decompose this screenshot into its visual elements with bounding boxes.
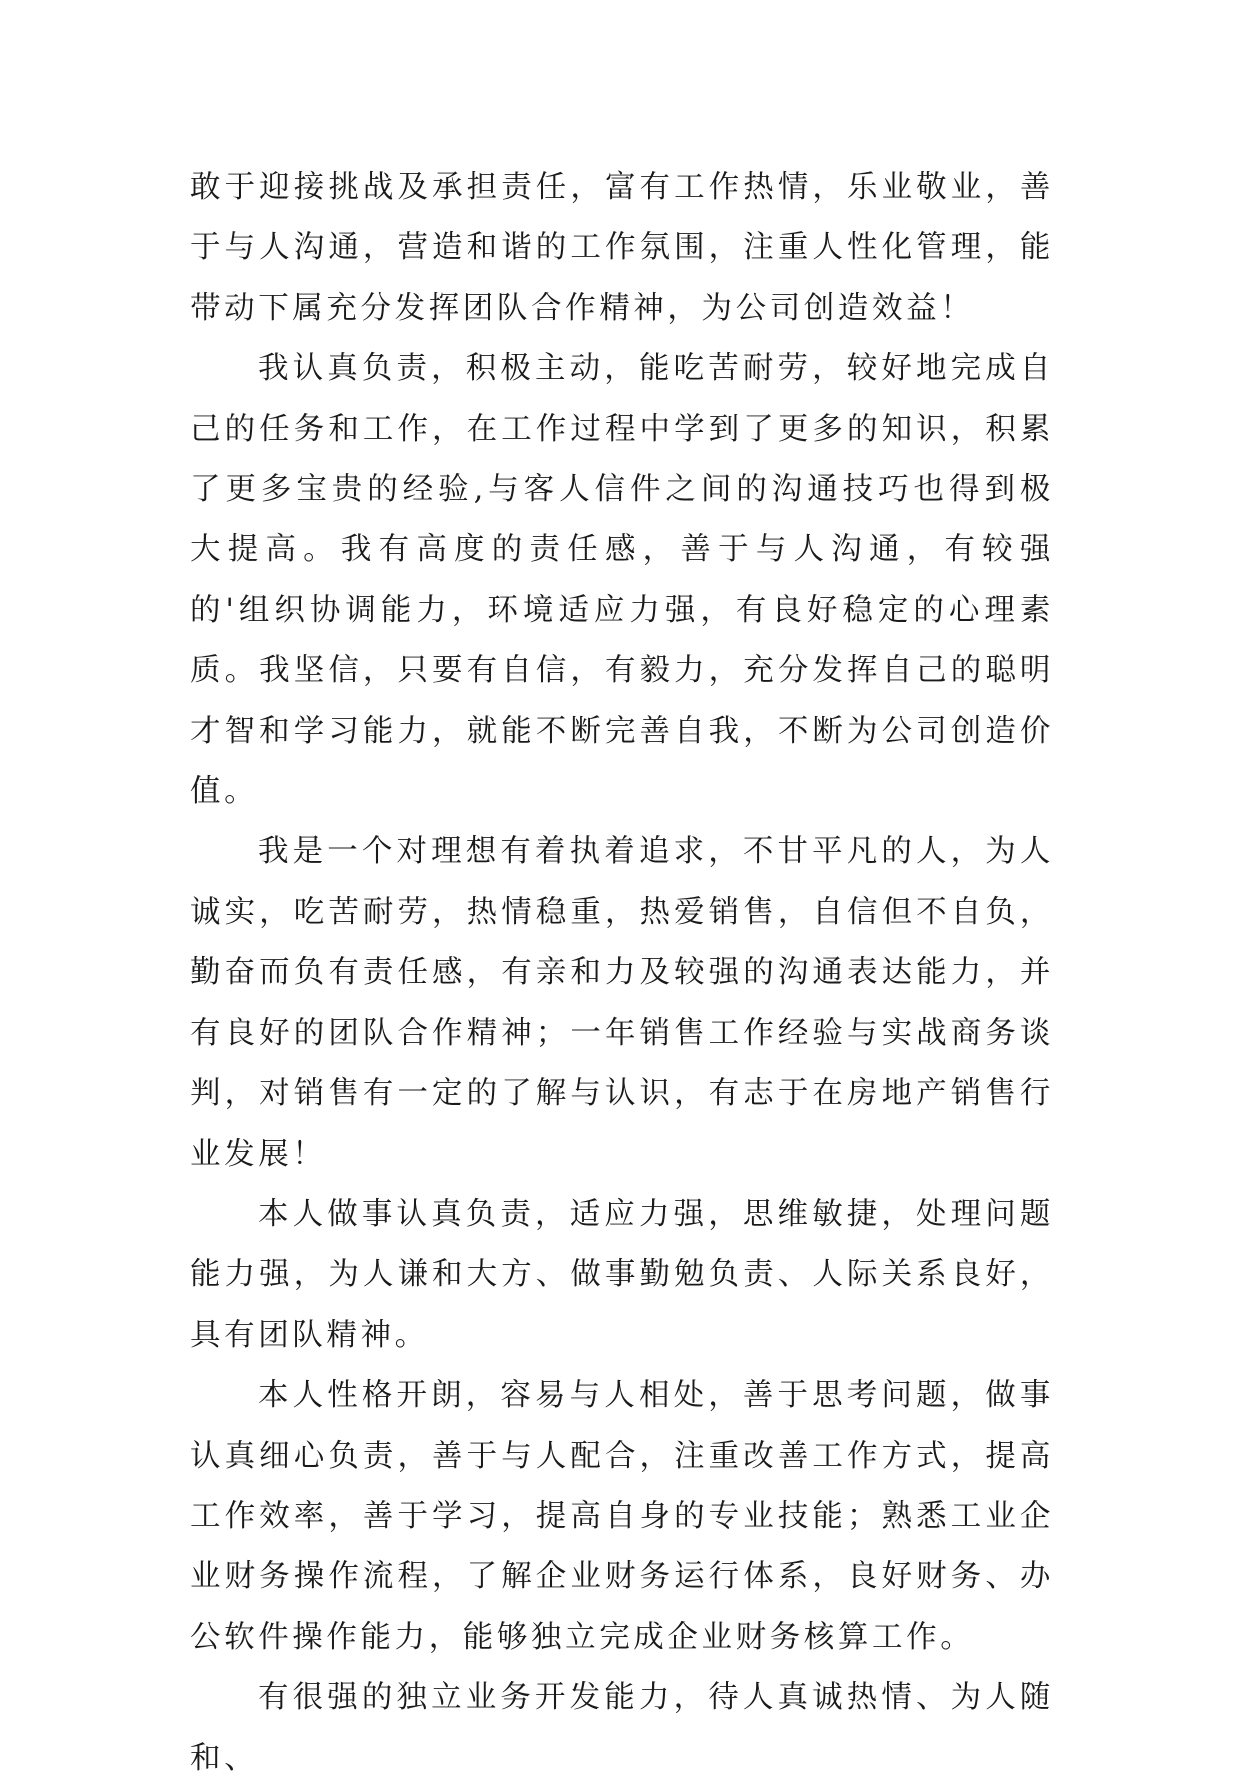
paragraph-1: 敢于迎接挑战及承担责任，富有工作热情，乐业敬业，善于与人沟通，营造和谐的工作氛围，注重人性化管理，能带动下属充分发挥团队合作精神，为公司创造效益！: [190, 170, 1054, 326]
paragraph-6: 有很强的独立业务开发能力，待人真诚热情、为人随和、: [190, 1680, 1054, 1776]
paragraph-3: 我是一个对理想有着执着追求，不甘平凡的人，为人诚实，吃苦耐劳，热情稳重，热爱销售，自信但不自负，勤奋而负有责任感，有亲和力及较强的沟通表达能力，并有良好的团队合作精神；一年销售工作经验与实战商务谈判，对销售有一定的了解与认识，有志于在房地产销售行业发展！: [190, 834, 1054, 1172]
document-body: [190, 158, 1054, 1789]
paragraph-2: 我认真负责，积极主动，能吃苦耐劳，较好地完成自己的任务和工作，在工作过程中学到了更多的知识，积累了更多宝贵的经验,与客人信件之间的沟通技巧也得到极大提高。我有高度的责任感，善于与人沟通，有较强的'组织协调能力，环境适应力强，有良好稳定的心理素质。我坚信，只要有自信，有毅力，充分发挥自己的聪明才智和学习能力，就能不断完善自我，不断为公司创造价值。: [190, 351, 1054, 810]
paragraph-5: 本人性格开朗，容易与人相处，善于思考问题，做事认真细心负责，善于与人配合，注重改善工作方式，提高工作效率，善于学习，提高自身的专业技能；熟悉工业企业财务操作流程，了解企业财务运行体系，良好财务、办公软件操作能力，能够独立完成企业财务核算工作。: [190, 1378, 1054, 1655]
paragraph-4: 本人做事认真负责，适应力强，思维敏捷，处理问题能力强，为人谦和大方、做事勤勉负责、人际关系良好，具有团队精神。: [190, 1196, 1054, 1353]
